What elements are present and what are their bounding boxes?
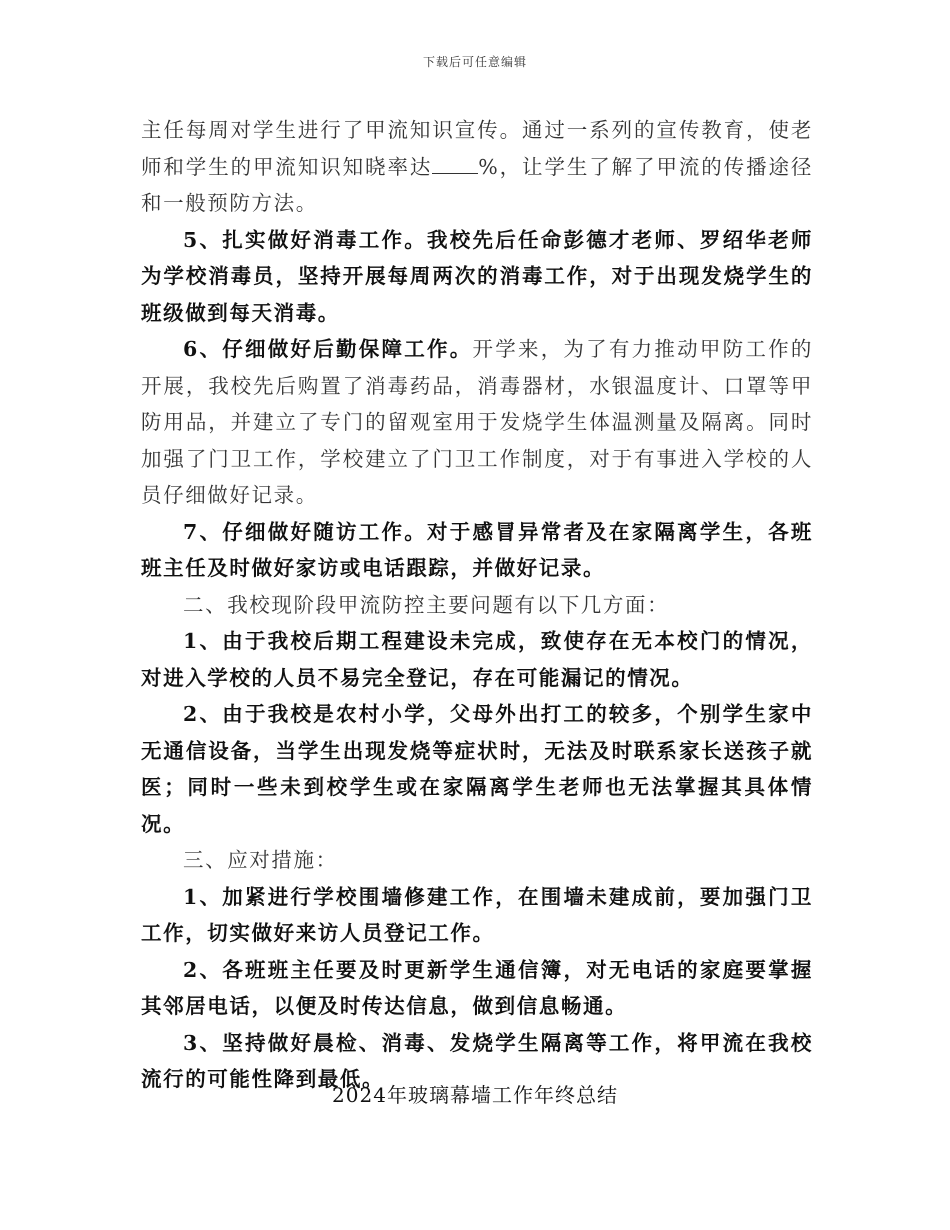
fill-in-blank bbox=[432, 153, 478, 174]
paragraph-publicity bbox=[141, 112, 813, 222]
page-header-note: 下载后可任意编辑 bbox=[422, 55, 527, 69]
document-title: 2024年玻璃幕墙工作年终总结 bbox=[332, 1083, 618, 1107]
paragraph-text: %，让学生了解了甲流的传播途径和一般预防方法。 bbox=[141, 154, 813, 215]
paragraph-disinfection: 5、扎实做好消毒工作。我校先后任命彭德才老师、罗绍华老师为学校消毒员，坚持开展每周两次的消毒工作，对于出现发烧学生的班级做到每天消毒。 bbox=[141, 227, 813, 325]
paragraph-text: 开学来，为了有力推动甲防工作的开展，我校先后购置了消毒药品，消毒器材，水银温度计、口罩等甲防用品，并建立了专门的留观室用于发烧学生体温测量及隔离。同时加强了门卫工作，学校建立了门卫工作制度，对于有事进入学校的人员仔细做好记录。 bbox=[141, 337, 813, 507]
document-body bbox=[141, 112, 813, 1098]
paragraph-measure-2: 2、各班班主任要及时更新学生通信簿，对无电话的家庭要掌握其邻居电话，以便及时传达信息，做到信息畅通。 bbox=[141, 957, 813, 1018]
section-heading-measures: 三、应对措施： bbox=[183, 848, 338, 872]
section-heading-problems: 二、我校现阶段甲流防控主要问题有以下几方面： bbox=[183, 592, 670, 617]
paragraph-followup: 7、仔细做好随访工作。对于感冒异常者及在家隔离学生，各班班主任及时做好家访或电话跟踪，并做好记录。 bbox=[141, 519, 813, 580]
paragraph-problem-2: 2、由于我校是农村小学，父母外出打工的较多，个别学生家中无通信设备，当学生出现发烧等症状时，无法及时联系家长送孩子就医；同时一些未到校学生或在家隔离学生老师也无法掌握其具体情况。 bbox=[141, 702, 813, 836]
paragraph-measure-1: 1、加紧进行学校围墙修建工作，在围墙未建成前，要加强门卫工作，切实做好来访人员登记工作。 bbox=[141, 884, 813, 945]
paragraph-logistics bbox=[141, 331, 813, 514]
paragraph-measure-3: 3、坚持做好晨检、消毒、发烧学生隔离等工作，将甲流在我校流行的可能性降到最低。 bbox=[141, 1030, 813, 1091]
paragraph-problem-1: 1、由于我校后期工程建设未完成，致使存在无本校门的情况，对进入学校的人员不易完全登记，存在可能漏记的情况。 bbox=[141, 629, 813, 690]
paragraph-lead: 6、仔细做好后勤保障工作。 bbox=[183, 337, 473, 361]
paragraph-text: 主任每周对学生进行了甲流知识宣传。通过一系列的宣传教育，使老师和学生的甲流知识知晓率达 bbox=[141, 118, 813, 179]
